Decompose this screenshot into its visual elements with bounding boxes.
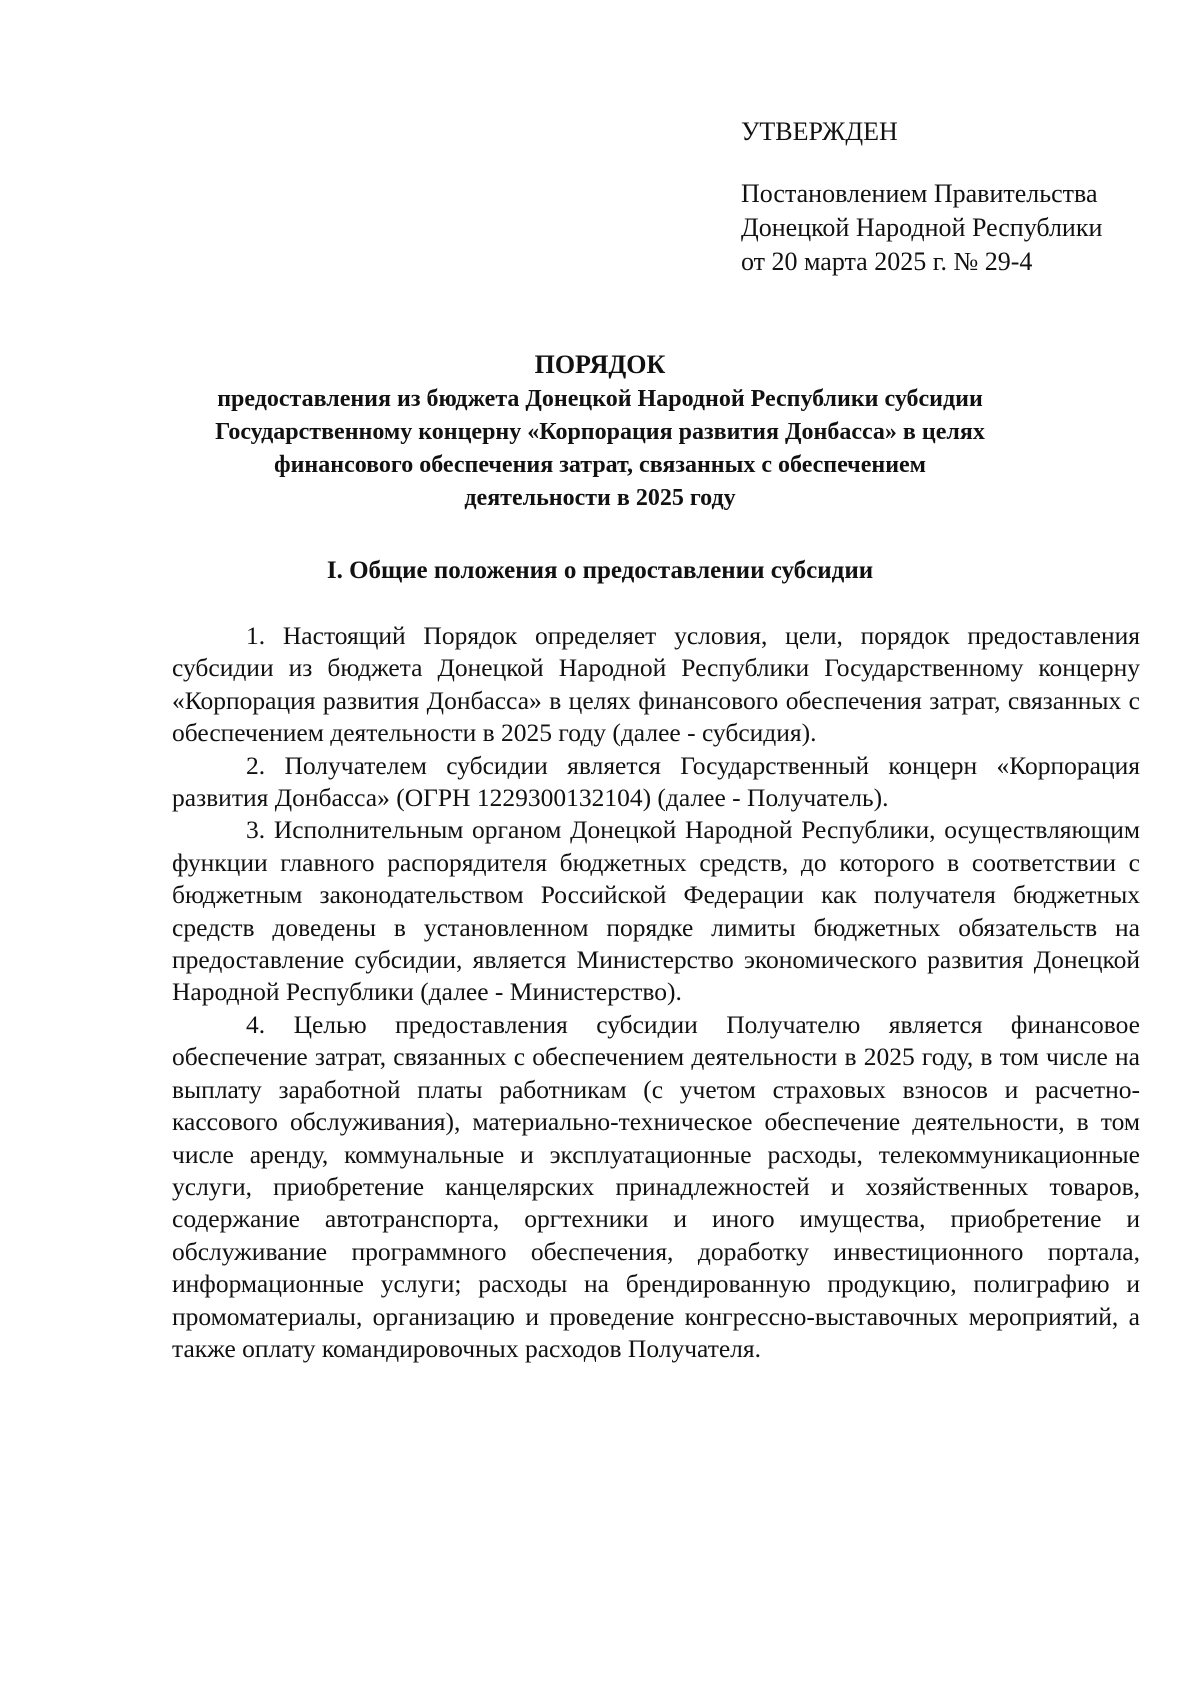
paragraph-4: 4. Целью предоставления субсидии Получателю является финансовое обеспечение затрат, связанных с обеспечением деятельности в 2025 году, в том числе на выплату заработной платы работникам (с учетом страховых взносов и расчетно-кассового обслуживания), материально-техническое обеспечение деятельности, в том числе аренду, коммунальные и эксплуатационные расходы, телекоммуникационные услуги, приобретение канцелярских принадлежностей и хозяйственных товаров, содержание автотранспорта, оргтехники и иного имущества, приобретение и обслуживание программного обеспечения, доработку инвестиционного портала, информационные услуги; расходы на брендированную продукцию, полиграфию и промоматериалы, организацию и проведение конгрессно-выставочных мероприятий, а также оплату командировочных расходов Получателя. (172, 1009, 1140, 1363)
approval-line: Постановлением Правительства (741, 179, 1098, 208)
paragraph-3: 3. Исполнительным органом Донецкой Народной Республики, осуществляющим функции главного распорядителя бюджетных средств, до которого в соответствии с бюджетным законодательством Российской Федерации как получателя бюджетных средств доведены в установленном порядке лимиты бюджетных обязательств на предоставление субсидии, является Министерство экономического развития Донецкой Народной Республики (далее - Министерство). (172, 815, 1140, 1007)
title-line: предоставления из бюджета Донецкой Народной Республики субсидии (217, 386, 983, 412)
approval-line: Донецкой Народной Республики (741, 213, 1103, 242)
title-line: финансового обеспечения затрат, связанных с обеспечением (273, 452, 927, 478)
approval-stamp: УТВЕРЖДЕН (741, 117, 898, 146)
title-line: Государственному концерну «Корпорация развития Донбасса» в целях (215, 419, 985, 445)
title-line: деятельности в 2025 году (464, 485, 736, 511)
paragraph-2: 2. Получателем субсидии является Государственный концерн «Корпорация развития Донбасса» (ОГРН 1229300132104) (далее - Получатель). (172, 750, 1140, 813)
document-title (150, 348, 1050, 515)
section-heading: I. Общие положения о предоставлении субсидии (326, 557, 874, 584)
title-heading: ПОРЯДОК (534, 350, 666, 379)
approval-line: от 20 марта 2025 г. № 29-4 (741, 247, 1033, 276)
approval-block (741, 115, 1161, 279)
body-text (172, 620, 1140, 1365)
paragraph-1: 1. Настоящий Порядок определяет условия, цели, порядок предоставления субсидии из бюджета Донецкой Народной Республики Государственному концерну «Корпорация развития Донбасса» в целях финансового обеспечения затрат, связанных с обеспечением деятельности в 2025 году (далее - субсидия). (172, 621, 1140, 748)
